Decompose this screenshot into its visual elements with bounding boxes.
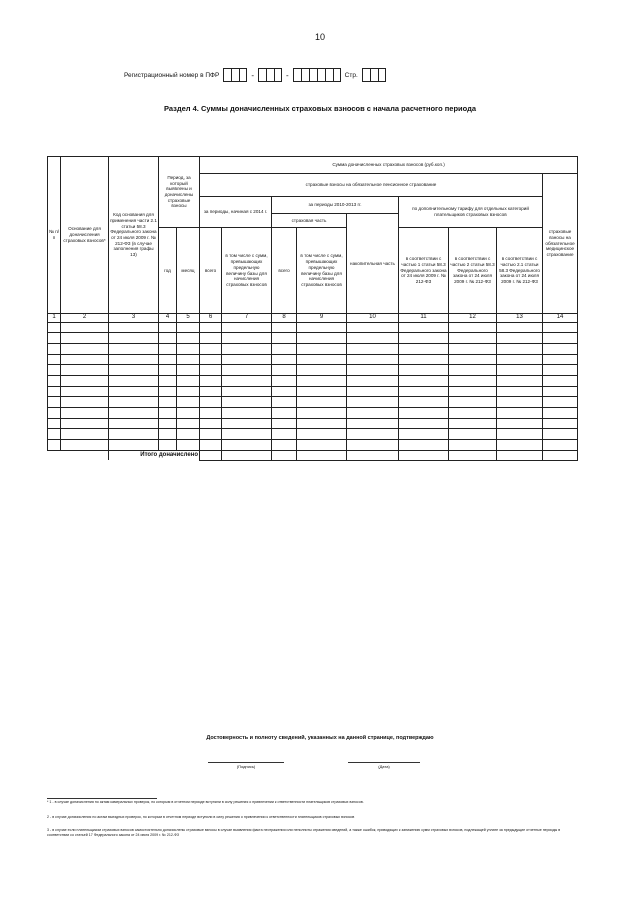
table-cell[interactable]	[200, 386, 222, 397]
table-cell[interactable]	[543, 365, 578, 376]
table-cell[interactable]	[61, 386, 109, 397]
table-cell[interactable]	[109, 429, 159, 440]
table-row	[48, 386, 578, 397]
table-cell[interactable]	[109, 354, 159, 365]
table-cell[interactable]	[297, 397, 347, 408]
table-cell[interactable]	[497, 354, 543, 365]
footnote-3: 3 - в случае если плательщиком страховых взносов самостоятельно доначислены страховые взносы в случае выявления факта неотражения или неполноты отражения сведений, а также ошибок, приводящих к занижению сумм страховых взносов, подлежащей уплате за предыдущие отчетные периоды в соответствии со статьей 17 Федерального закона от 24 июля 2009 г. № 212-ФЗ	[47, 828, 561, 838]
table-cell[interactable]	[399, 365, 449, 376]
table-cell[interactable]	[347, 322, 399, 333]
table-cell[interactable]	[297, 418, 347, 429]
col-header-period: Период, за который выявлены и доначислены страховые взносы	[159, 157, 200, 228]
registration-line	[124, 66, 386, 84]
table-cell[interactable]	[159, 365, 177, 376]
table-cell[interactable]	[497, 408, 543, 419]
table-row	[48, 429, 578, 440]
footnote-divider	[47, 798, 157, 799]
table-cell[interactable]	[347, 418, 399, 429]
table-cell[interactable]	[48, 408, 61, 419]
col-header-funded: накопительная часть	[347, 214, 399, 314]
table-cell[interactable]	[543, 429, 578, 440]
table-cell[interactable]	[61, 429, 109, 440]
table-cell[interactable]	[177, 397, 200, 408]
col-header-month: месяц	[177, 228, 200, 314]
total-cell[interactable]	[497, 450, 543, 460]
table-cell[interactable]	[109, 333, 159, 344]
table-cell[interactable]	[297, 375, 347, 386]
table-cell[interactable]	[222, 343, 272, 354]
table-cell[interactable]	[222, 440, 272, 451]
table-cell[interactable]	[222, 429, 272, 440]
total-cell[interactable]	[347, 450, 399, 460]
table-cell[interactable]	[159, 354, 177, 365]
column-number: 13	[497, 314, 543, 323]
table-cell[interactable]	[222, 333, 272, 344]
table-cell[interactable]	[109, 408, 159, 419]
table-row	[48, 354, 578, 365]
table-cell[interactable]	[109, 386, 159, 397]
table-cell[interactable]	[272, 322, 297, 333]
table-cell[interactable]	[543, 440, 578, 451]
col-header-2010-2013: за периоды 2010-2013 гг.	[272, 197, 399, 214]
table-cell[interactable]	[200, 429, 222, 440]
table-cell[interactable]	[347, 408, 399, 419]
column-number: 1	[48, 314, 61, 323]
table-cell[interactable]	[543, 397, 578, 408]
table-row	[48, 322, 578, 333]
table-cell[interactable]	[449, 375, 497, 386]
table-row	[48, 440, 578, 451]
table-cell[interactable]	[177, 375, 200, 386]
column-number: 11	[399, 314, 449, 323]
table-cell[interactable]	[543, 386, 578, 397]
table-cell[interactable]	[61, 375, 109, 386]
table-cell[interactable]	[347, 343, 399, 354]
table-cell[interactable]	[347, 429, 399, 440]
table-cell[interactable]	[297, 365, 347, 376]
table-cell[interactable]	[399, 375, 449, 386]
table-cell[interactable]	[222, 354, 272, 365]
table-cell[interactable]	[399, 440, 449, 451]
table-cell[interactable]	[222, 375, 272, 386]
reg-separator: -	[251, 70, 254, 80]
table-cell[interactable]	[48, 365, 61, 376]
registration-label: Регистрационный номер в ПФР	[124, 71, 220, 79]
col-header-add-part1: в соответствии с частью 1 статьи 58.3 Федерального закона от 24 июля 2009 г. № 212-ФЗ	[399, 228, 449, 314]
table-cell[interactable]	[543, 333, 578, 344]
attestation-text: Достоверность и полноту сведений, указанных на данной странице, подтверждаю	[206, 735, 434, 741]
table-cell[interactable]	[109, 440, 159, 451]
table-cell[interactable]	[177, 322, 200, 333]
table-cell[interactable]	[159, 375, 177, 386]
reg-number-part1[interactable]	[223, 68, 247, 82]
table-cell[interactable]	[399, 408, 449, 419]
table-cell[interactable]	[61, 365, 109, 376]
table-cell[interactable]	[272, 397, 297, 408]
table-cell[interactable]	[497, 365, 543, 376]
col-header-add-part2: в соответствии с частью 2 статьи 58.3 Федерального закона от 24 июля 2009 г. № 212-ФЗ	[449, 228, 497, 314]
table-cell[interactable]	[497, 375, 543, 386]
table-cell[interactable]	[272, 354, 297, 365]
col-header-sum-group: Сумма доначисленных страховых взносов (руб.коп.)	[200, 157, 578, 174]
table-cell[interactable]	[347, 333, 399, 344]
table-cell[interactable]	[272, 365, 297, 376]
table-cell[interactable]	[109, 343, 159, 354]
table-cell[interactable]	[497, 333, 543, 344]
table-cell[interactable]	[297, 429, 347, 440]
table-cell[interactable]	[61, 440, 109, 451]
column-numbers-row	[48, 314, 578, 323]
table-cell[interactable]	[177, 440, 200, 451]
table-cell[interactable]	[449, 322, 497, 333]
table-cell[interactable]	[222, 418, 272, 429]
table-cell[interactable]	[543, 354, 578, 365]
table-cell[interactable]	[48, 418, 61, 429]
table-row	[48, 408, 578, 419]
table-cell[interactable]	[177, 408, 200, 419]
table-cell[interactable]	[497, 429, 543, 440]
table-cell[interactable]	[449, 397, 497, 408]
col-header-insurance-part: страховая часть	[272, 214, 347, 228]
table-cell[interactable]	[297, 333, 347, 344]
signature-line[interactable]	[208, 752, 284, 763]
table-cell[interactable]	[399, 343, 449, 354]
table-cell[interactable]	[200, 408, 222, 419]
table-cell[interactable]	[399, 429, 449, 440]
table-cell[interactable]	[61, 418, 109, 429]
footnote-1: * 1 - в случае доначисления по актам камеральных проверок, по которым в отчетном периоде вступили в силу решения о привлечении к ответственности плательщиков страховых взносов.	[47, 800, 364, 804]
table-cell[interactable]	[48, 333, 61, 344]
table-cell[interactable]	[177, 343, 200, 354]
table-cell[interactable]	[497, 440, 543, 451]
table-cell[interactable]	[399, 397, 449, 408]
table-cell[interactable]	[48, 322, 61, 333]
reg-number-part2[interactable]	[258, 68, 282, 82]
total-cell[interactable]	[297, 450, 347, 460]
table-cell[interactable]	[272, 375, 297, 386]
table-cell[interactable]	[200, 375, 222, 386]
total-label: Итого доначислено	[109, 450, 200, 460]
table-cell[interactable]	[399, 322, 449, 333]
signature-label: (Подпись)	[236, 764, 256, 769]
table-cell[interactable]	[222, 365, 272, 376]
page-number: 10	[314, 32, 325, 42]
col-header-num: № п/п	[48, 157, 61, 314]
table-cell[interactable]	[399, 418, 449, 429]
table-cell[interactable]	[177, 418, 200, 429]
table-cell[interactable]	[61, 354, 109, 365]
table-cell[interactable]	[177, 429, 200, 440]
page-field-label: Стр.	[344, 71, 358, 79]
column-number: 14	[543, 314, 578, 323]
table-cell[interactable]	[159, 333, 177, 344]
table-cell[interactable]	[48, 429, 61, 440]
total-cell[interactable]	[200, 450, 222, 460]
col-header-exceeding-2014: в том числе с сумм, превышающих предельную величину базы для начисления страховых взносов	[222, 228, 272, 314]
col-header-add-part21: в соответствии с частью 2.1 статьи 58.3 Федерального закона от 24 июля 2009 г. № 212-ФЗ	[497, 228, 543, 314]
table-cell[interactable]	[449, 333, 497, 344]
table-cell[interactable]	[297, 322, 347, 333]
table-cell[interactable]	[222, 397, 272, 408]
table-cell[interactable]	[347, 365, 399, 376]
table-cell[interactable]	[61, 408, 109, 419]
table-cell[interactable]	[200, 322, 222, 333]
table-cell[interactable]	[159, 386, 177, 397]
col-header-medical: страховые взносы на обязательное медицинское страхование	[543, 174, 578, 314]
column-number: 3	[109, 314, 159, 323]
contributions-table	[47, 156, 578, 461]
table-cell[interactable]	[177, 354, 200, 365]
table-cell[interactable]	[159, 408, 177, 419]
table-cell[interactable]	[449, 418, 497, 429]
table-cell[interactable]	[48, 343, 61, 354]
table-cell[interactable]	[449, 365, 497, 376]
table-cell[interactable]	[159, 343, 177, 354]
signature-block	[208, 752, 448, 769]
col-header-exceeding-2010: в том числе с сумм, превышающих предельную величину базы для начисления страховых взносов	[297, 228, 347, 314]
table-cell[interactable]	[543, 375, 578, 386]
table-cell[interactable]	[449, 354, 497, 365]
table-cell[interactable]	[159, 418, 177, 429]
reg-separator: -	[285, 70, 289, 80]
table-row	[48, 375, 578, 386]
table-cell[interactable]	[497, 386, 543, 397]
table-cell[interactable]	[48, 440, 61, 451]
column-number: 7	[222, 314, 272, 323]
table-cell[interactable]	[272, 386, 297, 397]
table-cell[interactable]	[48, 375, 61, 386]
page-field[interactable]	[362, 68, 386, 82]
col-header-from-2014: за периоды, начиная с 2014 г.	[200, 197, 272, 228]
table-cell[interactable]	[109, 322, 159, 333]
col-header-code: Код основания для применения части 2.1 статьи 58.3 Федерального закона от 24 июля 2009 г. № 212-ФЗ (в случае заполнения графы 13)	[109, 157, 159, 314]
table-cell[interactable]	[200, 354, 222, 365]
table-cell[interactable]	[159, 322, 177, 333]
table-cell[interactable]	[272, 408, 297, 419]
table-cell[interactable]	[177, 386, 200, 397]
table-cell[interactable]	[543, 322, 578, 333]
column-number: 8	[272, 314, 297, 323]
table-cell[interactable]	[297, 386, 347, 397]
table-cell[interactable]	[347, 397, 399, 408]
table-cell[interactable]	[497, 343, 543, 354]
table-cell[interactable]	[399, 354, 449, 365]
table-cell[interactable]	[159, 429, 177, 440]
table-cell[interactable]	[109, 397, 159, 408]
total-row	[48, 450, 578, 460]
total-cell[interactable]	[272, 450, 297, 460]
section-title: Раздел 4. Суммы доначисленных страховых взносов с начала расчетного периода	[163, 104, 477, 113]
table-cell[interactable]	[159, 440, 177, 451]
table-cell[interactable]	[200, 365, 222, 376]
table-cell[interactable]	[543, 408, 578, 419]
table-cell[interactable]	[48, 354, 61, 365]
table-cell[interactable]	[61, 322, 109, 333]
table-cell[interactable]	[497, 322, 543, 333]
date-line[interactable]	[348, 752, 420, 763]
table-cell[interactable]	[449, 429, 497, 440]
table-cell[interactable]	[61, 397, 109, 408]
column-number: 5	[177, 314, 200, 323]
table-cell[interactable]	[177, 365, 200, 376]
table-cell[interactable]	[48, 386, 61, 397]
col-header-basis: Основание для доначисления страховых взносов*	[61, 157, 109, 314]
table-cell[interactable]	[200, 440, 222, 451]
column-number: 2	[61, 314, 109, 323]
table-cell[interactable]	[222, 322, 272, 333]
table-cell[interactable]	[497, 397, 543, 408]
table-cell[interactable]	[449, 386, 497, 397]
total-cell[interactable]	[543, 450, 578, 460]
col-header-year: год	[159, 228, 177, 314]
table-cell[interactable]	[222, 386, 272, 397]
total-spacer	[48, 450, 109, 460]
table-cell[interactable]	[543, 418, 578, 429]
table-row	[48, 343, 578, 354]
column-number: 9	[297, 314, 347, 323]
table-cell[interactable]	[297, 440, 347, 451]
total-cell[interactable]	[222, 450, 272, 460]
table-row	[48, 397, 578, 408]
table-cell[interactable]	[61, 333, 109, 344]
table-cell[interactable]	[200, 333, 222, 344]
table-cell[interactable]	[200, 343, 222, 354]
col-header-additional: по дополнительному тарифу для отдельных категорий плательщиков страховых взносов	[399, 197, 543, 228]
column-number: 6	[200, 314, 222, 323]
total-cell[interactable]	[399, 450, 449, 460]
table-cell[interactable]	[297, 343, 347, 354]
table-cell[interactable]	[272, 343, 297, 354]
table-cell[interactable]	[272, 440, 297, 451]
table-cell[interactable]	[399, 386, 449, 397]
col-header-pension-group: страховые взносы на обязательное пенсионное страхование	[200, 174, 543, 197]
total-cell[interactable]	[449, 450, 497, 460]
table-cell[interactable]	[347, 386, 399, 397]
table-cell[interactable]	[177, 333, 200, 344]
column-number: 10	[347, 314, 399, 323]
col-header-total-2010: всего	[272, 228, 297, 314]
table-cell[interactable]	[497, 418, 543, 429]
table-cell[interactable]	[347, 375, 399, 386]
table-cell[interactable]	[347, 440, 399, 451]
footnote-2: 2 - в случае доначисления по актам выездных проверок, по которым в отчетном периоде вступили в силу решения о привлечении к ответственности плательщиков страховых взносов	[47, 815, 355, 819]
date-label: (Дата)	[378, 764, 390, 769]
col-header-total-2014: всего	[200, 228, 222, 314]
table-cell[interactable]	[297, 408, 347, 419]
table-cell[interactable]	[543, 343, 578, 354]
table-row	[48, 418, 578, 429]
table-cell[interactable]	[200, 418, 222, 429]
table-cell[interactable]	[347, 354, 399, 365]
table-cell[interactable]	[109, 418, 159, 429]
table-cell[interactable]	[159, 397, 177, 408]
table-cell[interactable]	[222, 408, 272, 419]
table-cell[interactable]	[449, 408, 497, 419]
table-cell[interactable]	[272, 429, 297, 440]
table-row	[48, 365, 578, 376]
column-number: 4	[159, 314, 177, 323]
table-cell[interactable]	[272, 418, 297, 429]
table-cell[interactable]	[272, 333, 297, 344]
table-cell[interactable]	[200, 397, 222, 408]
table-cell[interactable]	[61, 343, 109, 354]
table-cell[interactable]	[109, 375, 159, 386]
table-cell[interactable]	[449, 343, 497, 354]
column-number: 12	[449, 314, 497, 323]
table-cell[interactable]	[399, 333, 449, 344]
table-row	[48, 333, 578, 344]
table-cell[interactable]	[297, 354, 347, 365]
table-cell[interactable]	[48, 397, 61, 408]
table-cell[interactable]	[449, 440, 497, 451]
reg-number-part3[interactable]	[293, 68, 341, 82]
table-cell[interactable]	[109, 365, 159, 376]
